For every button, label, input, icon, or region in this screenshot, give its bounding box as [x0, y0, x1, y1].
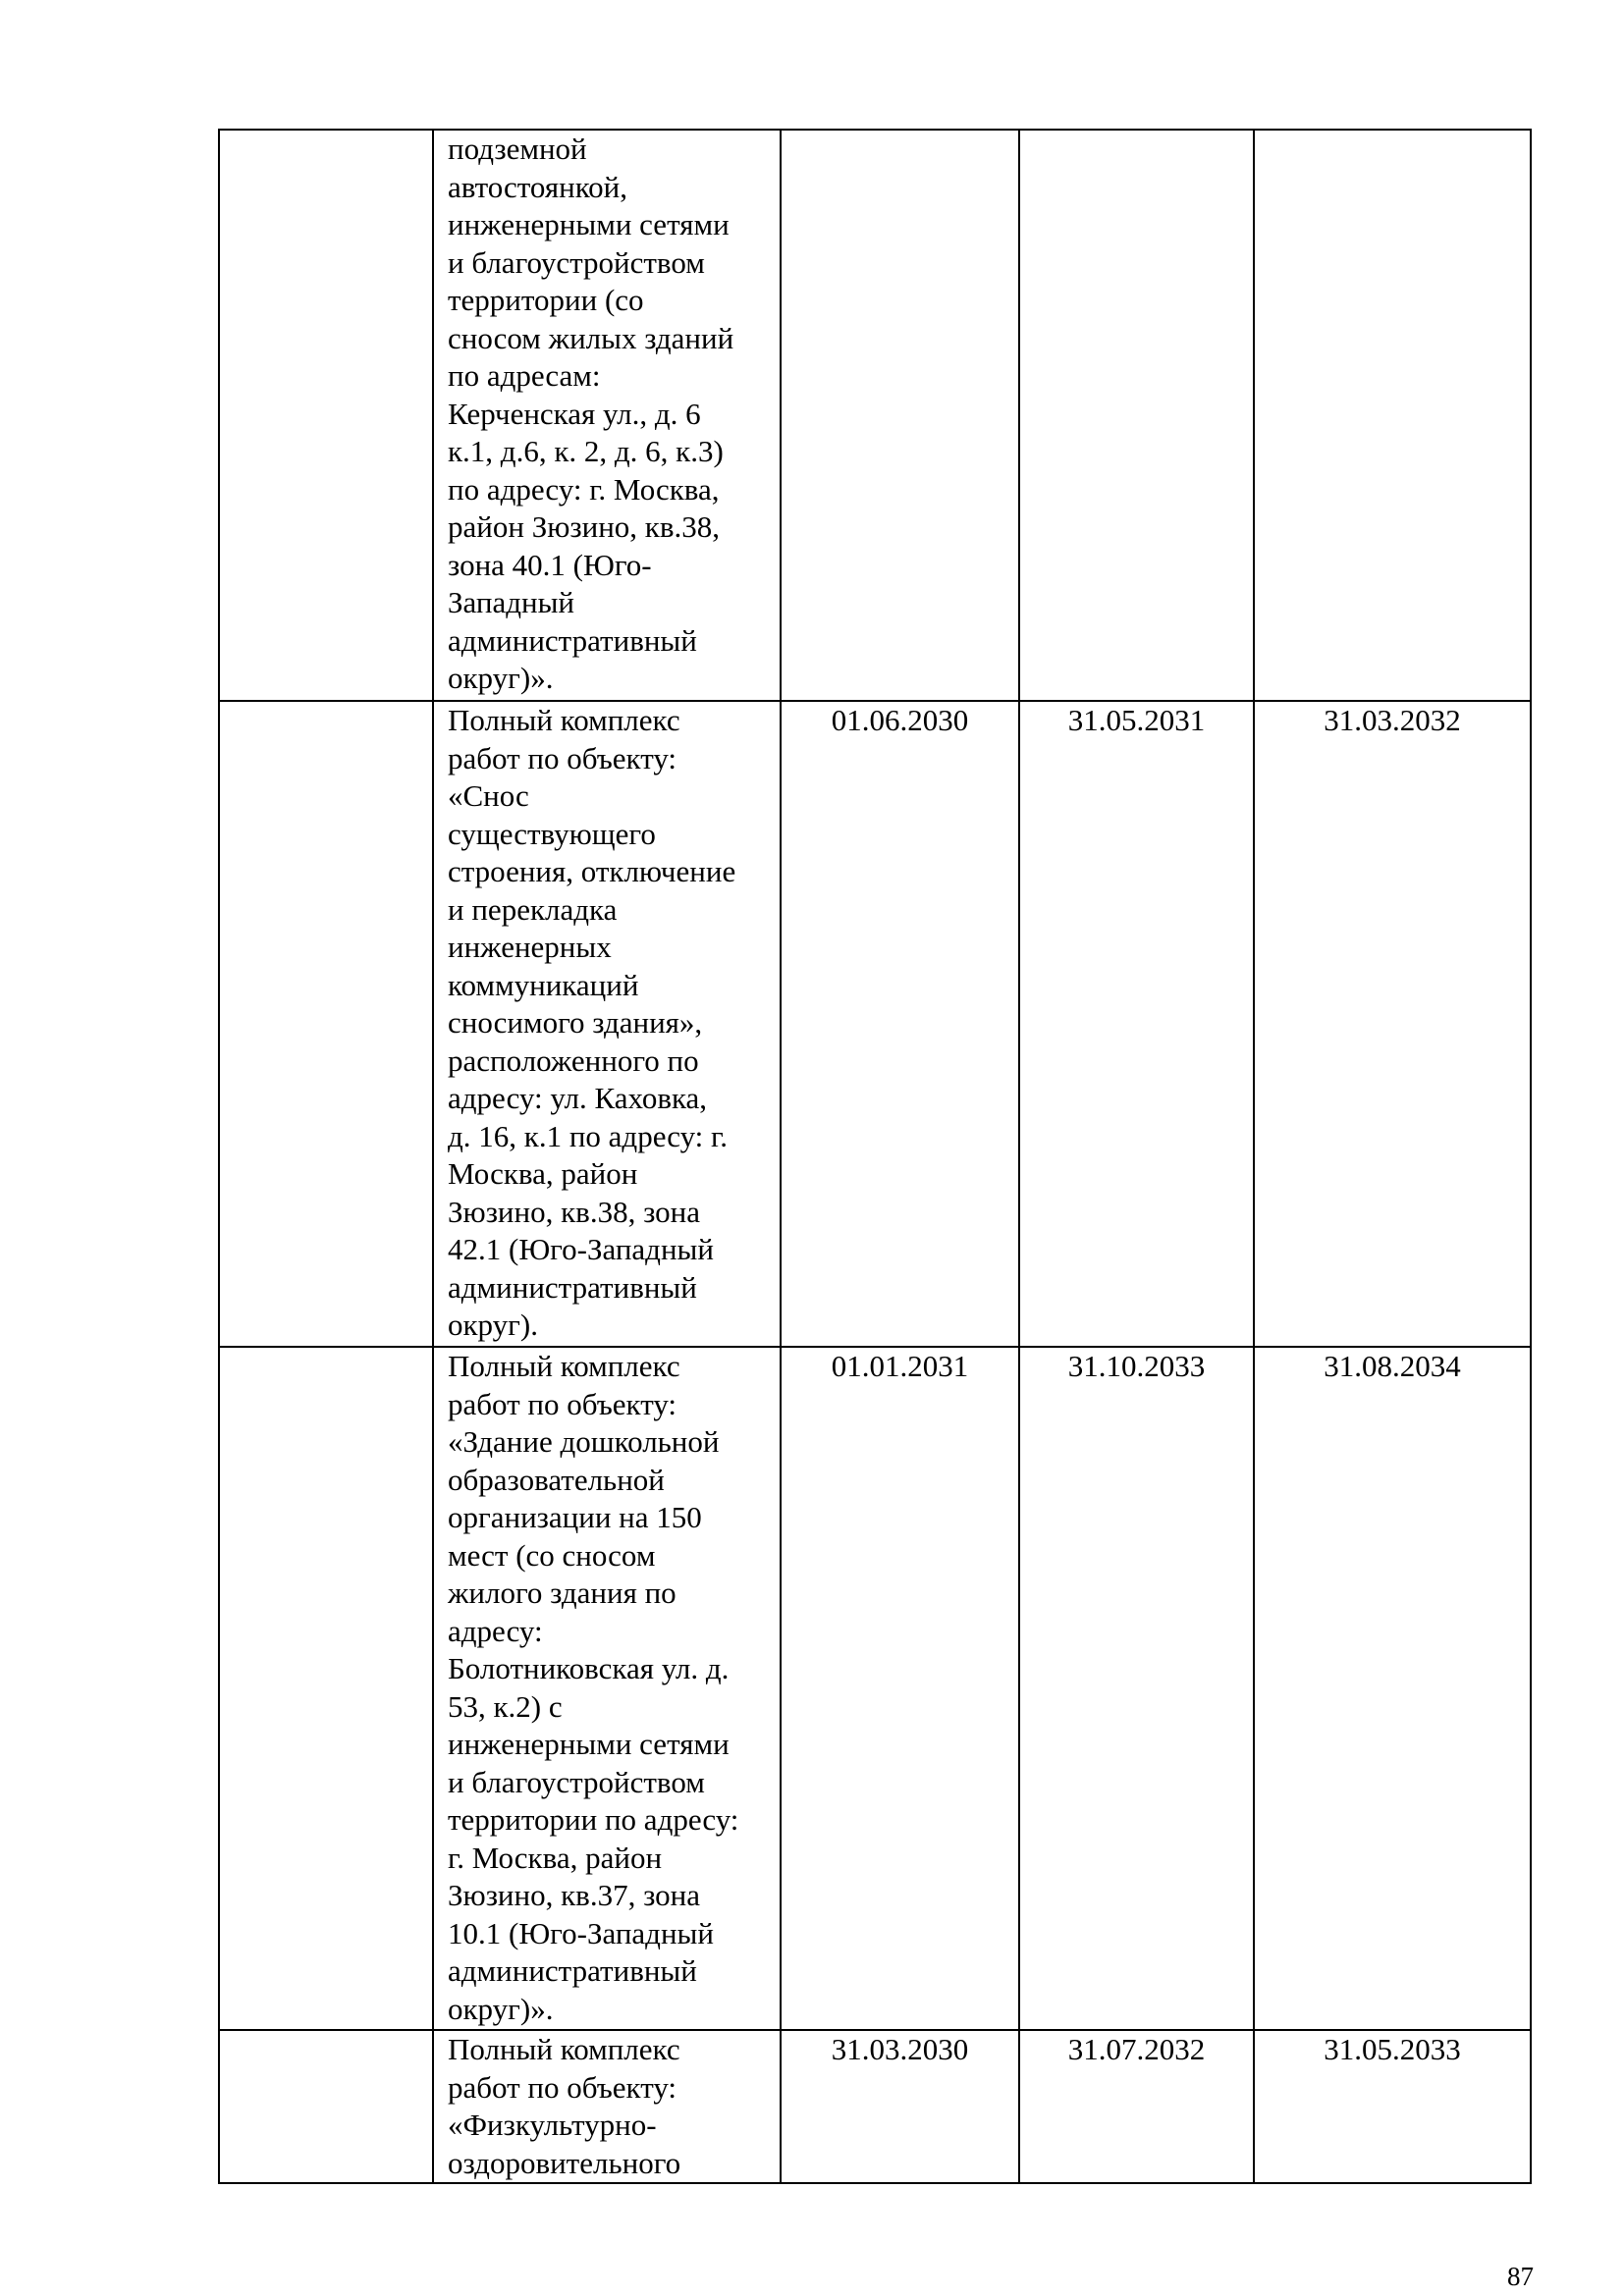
description-line: образовательной	[448, 1462, 665, 1497]
description-line: Керченская ул., д. 6	[448, 396, 701, 431]
description-line: по адресу: г. Москва,	[448, 471, 720, 507]
description-line: работ по объекту:	[448, 2069, 677, 2105]
page-number: 87	[1507, 2262, 1534, 2291]
description-line: округ).	[448, 1308, 538, 1342]
commissioning-date-cell: 31.08.2034	[1254, 1347, 1531, 2030]
description-line: «Здание дошкольной	[448, 1424, 720, 1459]
table-row	[219, 2030, 1531, 2183]
description-line: д. 16, к.1 по адресу: г.	[448, 1118, 729, 1153]
description-line: г. Москва, район	[448, 1840, 663, 1875]
description-line: инженерными сетями	[448, 207, 730, 241]
commissioning-date-cell: 31.05.2033	[1254, 2030, 1531, 2183]
end-date-cell	[1019, 130, 1254, 701]
description-line: округ)».	[448, 1991, 554, 2026]
description-line: административный	[448, 1953, 697, 1988]
description-line: к.1, д.6, к. 2, д. 6, к.3)	[448, 434, 724, 468]
description-line: 10.1 (Юго-Западный	[448, 1915, 714, 1950]
description-line: административный	[448, 1269, 697, 1305]
number-cell	[219, 1347, 433, 2030]
start-date-cell: 01.01.2031	[781, 1347, 1019, 2030]
description-line: «Физкультурно-	[448, 2108, 657, 2142]
table-row	[219, 130, 1531, 701]
description-line: зона 40.1 (Юго-	[448, 547, 652, 582]
description-line: инженерных	[448, 930, 612, 964]
description-line: сносимого здания»,	[448, 1005, 703, 1040]
table-row	[219, 1347, 1531, 2030]
description-line: инженерными сетями	[448, 1727, 730, 1761]
description-line: Москва, район	[448, 1156, 638, 1191]
description-line: Полный комплекс	[448, 1349, 680, 1383]
number-cell	[219, 130, 433, 701]
description-line: район Зюзино, кв.38,	[448, 509, 721, 544]
start-date-cell	[781, 130, 1019, 701]
description-line: «Снос	[448, 778, 529, 813]
description-cell	[433, 130, 781, 701]
description-line: Зюзино, кв.37, зона	[448, 1878, 700, 1912]
commissioning-date-cell	[1254, 130, 1531, 701]
end-date-cell: 31.07.2032	[1019, 2030, 1254, 2183]
number-cell	[219, 2030, 433, 2183]
description-line: сносом жилых зданий	[448, 320, 734, 355]
description-line: оздоровительного	[448, 2145, 681, 2180]
description-line: 42.1 (Юго-Западный	[448, 1232, 714, 1266]
description-cell	[433, 1347, 781, 2030]
description-cell	[433, 701, 781, 1347]
description-line: автостоянкой,	[448, 169, 628, 204]
description-line: строения, отключение	[448, 854, 736, 888]
description-cell	[433, 2030, 781, 2183]
description-line: округ)».	[448, 661, 554, 695]
description-line: и благоустройством	[448, 1764, 705, 1799]
table-row	[219, 701, 1531, 1347]
description-line: Западный	[448, 585, 575, 619]
description-line: Полный комплекс	[448, 2032, 680, 2066]
description-line: мест (со сносом	[448, 1537, 656, 1573]
description-line: по адресам:	[448, 358, 601, 393]
description-line: Зюзино, кв.38, зона	[448, 1194, 700, 1229]
description-line: коммуникаций	[448, 967, 639, 1002]
description-line: 53, к.2) с	[448, 1688, 563, 1724]
commissioning-date-cell: 31.03.2032	[1254, 701, 1531, 1347]
description-line: работ по объекту:	[448, 1386, 677, 1421]
description-line: адресу: ул. Каховка,	[448, 1081, 708, 1115]
description-line: территории по адресу:	[448, 1802, 739, 1837]
description-line: организации на 150	[448, 1500, 702, 1534]
start-date-cell: 31.03.2030	[781, 2030, 1019, 2183]
start-date-cell: 01.06.2030	[781, 701, 1019, 1347]
description-line: и перекладка	[448, 891, 618, 927]
description-line: территории (со	[448, 283, 644, 317]
description-line: адресу:	[448, 1613, 543, 1648]
description-line: расположенного по	[448, 1042, 699, 1078]
description-line: административный	[448, 622, 697, 658]
schedule-table	[218, 129, 1532, 2184]
description-line: и благоустройством	[448, 244, 705, 280]
end-date-cell: 31.05.2031	[1019, 701, 1254, 1347]
end-date-cell: 31.10.2033	[1019, 1347, 1254, 2030]
description-line: жилого здания по	[448, 1575, 677, 1610]
description-line: Полный комплекс	[448, 703, 680, 737]
description-line: подземной	[448, 132, 587, 166]
description-line: Болотниковская ул. д.	[448, 1651, 730, 1685]
description-line: работ по объекту:	[448, 740, 677, 775]
number-cell	[219, 701, 433, 1347]
description-line: существующего	[448, 816, 656, 851]
